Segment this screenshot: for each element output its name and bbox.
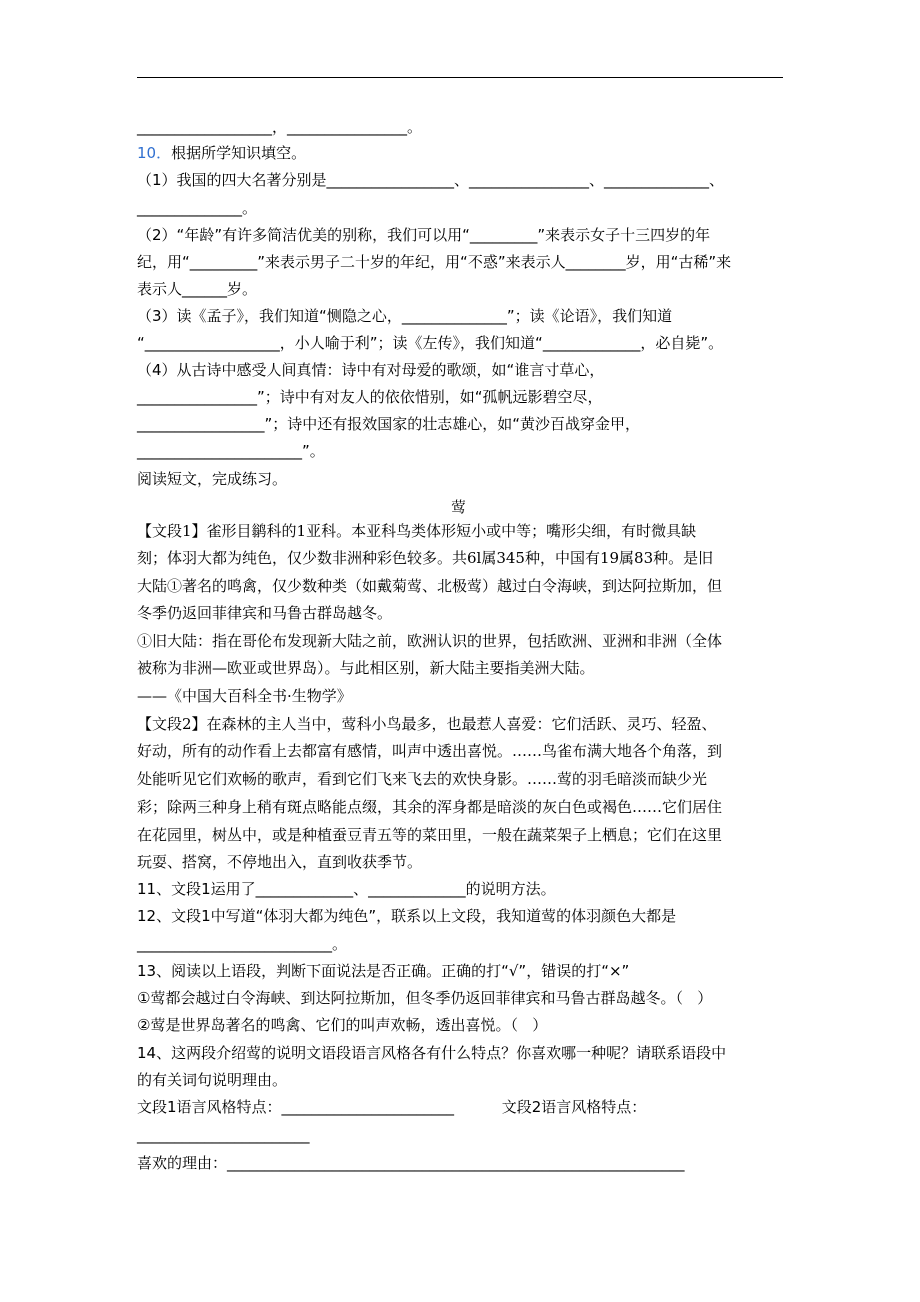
text-line [137, 548, 713, 568]
text-line [137, 1043, 726, 1063]
line-text: ______________________”。 [137, 442, 325, 460]
text-line [137, 658, 595, 678]
line-text: 彩；除两三种身上稍有斑点略能点缀，其余的浑身都是暗淡的灰白色或褐色……它们居住 [137, 798, 723, 816]
text-line [137, 879, 556, 899]
text-line [137, 333, 723, 353]
line-text: ②莺是世界岛著名的鸣禽、它们的叫声欢畅，透出喜悦。（ ） [137, 1016, 548, 1034]
line-text: 【文段1】雀形目鹟科的1亚科。本亚科鸟类体形短小或中等；嘴形尖细，有时微具缺 [137, 522, 697, 540]
line-text: 处能听见它们欢畅的歌声，看到它们飞来飞去的欢快身影。……莺的羽毛暗淡而缺少光 [137, 770, 708, 788]
text-line [137, 1070, 287, 1090]
line-text: 好动，所有的动作看上去都富有感情，叫声中透出喜悦。……鸟雀布满大地各个角落，到 [137, 742, 723, 760]
text-line [137, 170, 724, 190]
passage-title: 莺 [451, 498, 467, 516]
text-line [137, 143, 306, 163]
line-text: （2）“年龄”有许多简洁优美的别称，我们可以用“_________”来表示女子十三四岁的年 [137, 226, 711, 244]
text-line [137, 1153, 685, 1173]
line-text: ①莺都会越过白令海峡、到达阿拉斯加，但冬季仍返回菲律宾和马鲁古群岛越冬。（ ） [137, 989, 713, 1007]
text-line [137, 769, 707, 789]
text-line [137, 714, 717, 734]
line-text: ______________。 [137, 199, 258, 217]
text-line [137, 906, 676, 926]
text-line [137, 360, 604, 380]
line-text: 喜欢的理由：_____________________________________________________________ [137, 1154, 685, 1172]
line-text: 【文段2】在森林的主人当中，莺科小鸟最多，也最惹人喜爱：它们活跃、灵巧、轻盈、 [137, 715, 717, 733]
line-text: “__________________，小人喻于利”；读《左传》，我们知道“_____________，必自毙”。 [137, 334, 724, 352]
line-text: __________________________。 [137, 935, 348, 953]
text-line [137, 988, 712, 1008]
line-text: 被称为非洲—欧亚或世界岛）。与此相区别，新大陆主要指美洲大陆。 [137, 659, 595, 677]
text-line [137, 469, 287, 489]
text-line [137, 603, 392, 623]
line-text: ——《中国大百科全书·生物学》 [137, 687, 352, 705]
line-text: 文段1语言风格特点：_______________________ 文段2语言风格特点： [137, 1098, 647, 1116]
line-text: 刻；体羽大都为纯色，仅少数非洲种彩色较多。共6l属345种，中国有19属83种。是旧 [137, 549, 714, 567]
line-text: 11、文段1运用了_____________、_____________的说明方法。 [137, 880, 556, 898]
text-line [137, 225, 710, 245]
line-text: 根据所学知识填空。 [171, 144, 307, 162]
text-line [137, 1015, 547, 1035]
text-line [137, 934, 347, 954]
line-text: 14、这两段介绍莺的说明文语段语言风格各有什么特点？你喜欢哪一种呢？请联系语段中 [137, 1044, 727, 1062]
line-text: 冬季仍返回菲律宾和马鲁古群岛越冬。 [137, 604, 393, 622]
text-line [137, 1125, 310, 1145]
text-line [137, 387, 603, 407]
text-line [137, 252, 731, 272]
text-line [137, 825, 722, 845]
text-line [137, 741, 722, 761]
line-text: _________________”；诗中还有报效国家的壮志雄心，如“黄沙百战穿金甲， [137, 415, 641, 433]
line-text: 表示人______岁。 [137, 280, 258, 298]
line-text: 阅读短文，完成练习。 [137, 470, 288, 488]
top-rule [137, 77, 783, 78]
text-line [137, 306, 672, 326]
line-text: __________________，________________。 [137, 118, 423, 136]
text-line [137, 631, 722, 651]
line-text: ________________”；诗中有对友人的依依惜别，如“孤帆远影碧空尽， [137, 388, 603, 406]
text-line [137, 521, 696, 541]
text-line [137, 117, 422, 137]
line-text: （1）我国的四大名著分别是_________________、________________、______________、 [137, 171, 725, 189]
text-line [137, 279, 257, 299]
text-line [137, 441, 325, 461]
line-text: 12、文段1中写道“体羽大都为纯色”，联系以上文段，我知道莺的体羽颜色大都是 [137, 907, 677, 925]
text-line [137, 1097, 646, 1117]
line-text: 玩耍、搭窝，不停地出入，直到收获季节。 [137, 853, 423, 871]
line-text: 纪，用“_________”来表示男子二十岁的年纪，用“不惑”来表示人________岁，用“古稀”来 [137, 253, 732, 271]
line-text: _______________________ [137, 1126, 310, 1144]
line-text: 的有关词句说明理由。 [137, 1071, 288, 1089]
text-line [137, 961, 629, 981]
line-text: （3）读《孟子》，我们知道“恻隐之心，______________”；读《论语》，我们知道 [137, 307, 673, 325]
question-number: 10． [137, 144, 172, 162]
text-line [137, 686, 352, 706]
line-text: 在花园里，树丛中，或是种植蚕豆青五等的菜田里，一般在蔬菜架子上栖息；它们在这里 [137, 826, 723, 844]
line-text: ①旧大陆：指在哥伦布发现新大陆之前，欧洲认识的世界，包括欧洲、亚洲和非洲（全体 [137, 632, 723, 650]
line-text: 大陆①著名的鸣禽，仅少数种类（如戴菊莺、北极莺）越过白令海峡，到达阿拉斯加，但 [137, 577, 723, 595]
text-line [137, 414, 640, 434]
text-line [137, 198, 257, 218]
text-line [137, 576, 722, 596]
line-text: 13、阅读以上语段，判断下面说法是否正确。正确的打“√”，错误的打“×” [137, 962, 630, 980]
text-line [137, 852, 422, 872]
line-text: （4）从古诗中感受人间真情：诗中有对母爱的歌颂，如“谁言寸草心， [137, 361, 605, 379]
text-line [137, 797, 722, 817]
